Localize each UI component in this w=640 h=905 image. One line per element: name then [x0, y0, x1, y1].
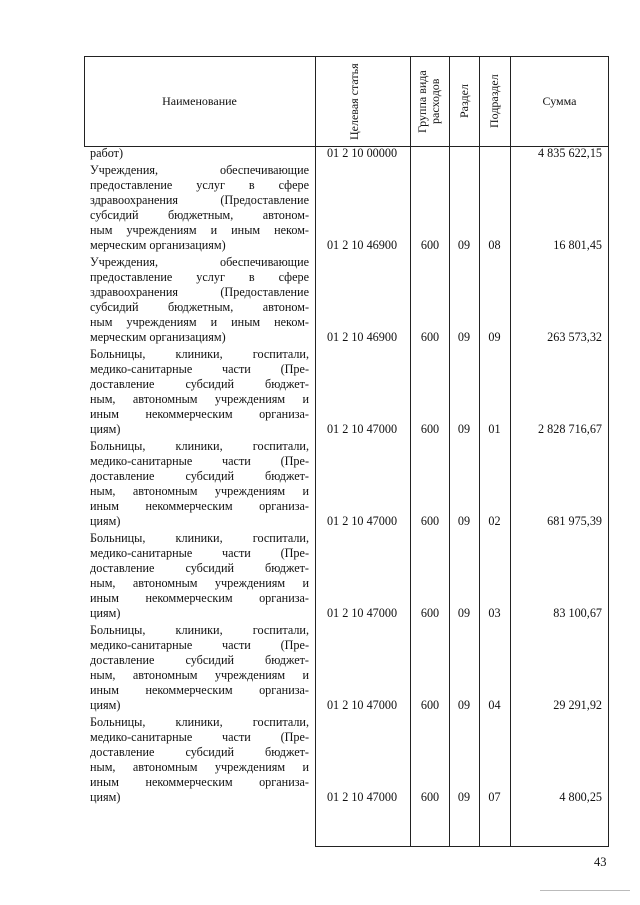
row-name-line: предоставление услуг в сфере [90, 178, 309, 192]
row-name [90, 623, 309, 713]
row-subsection: 04 [488, 698, 501, 712]
row-name-line: медико-санитарные части (Пре- [90, 546, 309, 560]
col-divider-group [449, 56, 450, 847]
row-section: 09 [457, 606, 471, 620]
header-group: Группа вида расходов [415, 70, 442, 133]
row-section: 09 [457, 330, 471, 344]
row-name-line: циям) [90, 422, 121, 436]
row-name-line: медико-санитарные части (Пре- [90, 730, 309, 744]
row-name-line: доставление субсидий бюджет- [90, 653, 309, 667]
row-name-line: Больницы, клиники, госпитали, [90, 531, 309, 545]
row-name-line: иным некоммерческим организа- [90, 591, 309, 605]
row-code: 01 2 10 46900 [326, 330, 398, 344]
row-name-line: доставление субсидий бюджет- [90, 469, 309, 483]
row-name-line: ным, автономным учреждениям и [90, 484, 309, 498]
row-name [90, 255, 309, 345]
row-group: 600 [420, 422, 440, 436]
col-divider-code [410, 56, 411, 847]
header-sum: Сумма [542, 94, 577, 108]
row-name-line: доставление субсидий бюджет- [90, 377, 309, 391]
row-name-line: ным учреждениям и иным неком- [90, 315, 309, 329]
row-name-line: Больницы, клиники, госпитали, [90, 347, 309, 361]
row-group: 600 [420, 790, 440, 804]
row-subsection: 09 [488, 330, 501, 344]
row-name-line: Больницы, клиники, госпитали, [90, 623, 309, 637]
row-code: 01 2 10 47000 [326, 606, 398, 620]
row-sum: 681 975,39 [547, 514, 602, 528]
row-name [90, 347, 309, 437]
header-name: Наименование [162, 94, 237, 108]
row-sum: 2 828 716,67 [538, 422, 602, 436]
row-subsection: 01 [488, 422, 501, 436]
row-name-line: ным, автономным учреждениям и [90, 392, 309, 406]
row-code: 01 2 10 46900 [326, 238, 398, 252]
row-name-line: мерческим организациям) [90, 330, 226, 344]
header-subsection: Подраздел [487, 74, 501, 129]
row-name-line: циям) [90, 514, 121, 528]
row-code: 01 2 10 47000 [326, 790, 398, 804]
row-name-line: субсидий бюджетным, автоном- [90, 208, 309, 222]
row-name [90, 531, 309, 621]
row-name-line: медико-санитарные части (Пре- [90, 638, 309, 652]
row-section: 09 [457, 790, 471, 804]
header-section: Раздел [456, 84, 471, 119]
row-subsection: 03 [488, 606, 501, 620]
table-bottom-border [315, 846, 609, 847]
row-sum: 29 291,92 [553, 698, 602, 712]
row-name-line: ным учреждениям и иным неком- [90, 223, 309, 237]
row-name [90, 715, 309, 805]
row-name-line: иным некоммерческим организа- [90, 407, 309, 421]
row-group: 600 [420, 698, 440, 712]
row-subsection: 07 [488, 790, 501, 804]
row-group: 600 [420, 606, 440, 620]
row-name-line: медико-санитарные части (Пре- [90, 362, 309, 376]
row-name-line: предоставление услуг в сфере [90, 270, 309, 284]
row-name-line: мерческим организациям) [90, 238, 226, 252]
row-name-line: ным, автономным учреждениям и [90, 668, 309, 682]
row-code: 01 2 10 47000 [326, 514, 398, 528]
row-name-line: циям) [90, 606, 121, 620]
footer-rule [540, 890, 630, 891]
row-group: 600 [420, 238, 440, 252]
row-name-line: иным некоммерческим организа- [90, 683, 309, 697]
row-name-line: медико-санитарные части (Пре- [90, 454, 309, 468]
row-name-line: иным некоммерческим организа- [90, 499, 309, 513]
row-sum: 16 801,45 [553, 238, 602, 252]
row-sum: 4 835 622,15 [538, 146, 602, 160]
row-name-line: Учреждения, обеспечивающие [90, 163, 309, 177]
row-name [90, 439, 309, 529]
row-section: 09 [457, 422, 471, 436]
table-right-border [608, 56, 609, 847]
col-divider-section [479, 56, 480, 847]
row-name-line: работ) [90, 146, 124, 160]
row-name-line: субсидий бюджетным, автоном- [90, 300, 309, 314]
row-group: 600 [420, 514, 440, 528]
row-name [90, 163, 309, 253]
row-section: 09 [457, 514, 471, 528]
row-name-line: доставление субсидий бюджет- [90, 561, 309, 575]
row-subsection: 02 [488, 514, 501, 528]
row-name-line: доставление субсидий бюджет- [90, 745, 309, 759]
row-name-line: ным, автономным учреждениям и [90, 576, 309, 590]
row-name-line: циям) [90, 698, 121, 712]
row-sum: 83 100,67 [553, 606, 602, 620]
row-section: 09 [457, 238, 471, 252]
row-name-line: Больницы, клиники, госпитали, [90, 439, 309, 453]
row-code: 01 2 10 00000 [326, 146, 398, 160]
row-name-line: иным некоммерческим организа- [90, 775, 309, 789]
header-target: Целевая статья [347, 63, 361, 140]
row-code: 01 2 10 47000 [326, 698, 398, 712]
page-number: 43 [594, 855, 607, 869]
row-name-line: здравоохранения (Предоставление [90, 285, 309, 299]
row-group: 600 [420, 330, 440, 344]
row-name-line: Учреждения, обеспечивающие [90, 255, 309, 269]
col-divider-name [315, 56, 316, 847]
row-name-line: здравоохранения (Предоставление [90, 193, 309, 207]
row-name-line: Больницы, клиники, госпитали, [90, 715, 309, 729]
row-sum: 4 800,25 [559, 790, 602, 804]
row-sum: 263 573,32 [547, 330, 602, 344]
row-name [90, 146, 309, 161]
row-section: 09 [457, 698, 471, 712]
row-subsection: 08 [488, 238, 501, 252]
col-divider-subsection [510, 56, 511, 847]
row-name-line: циям) [90, 790, 121, 804]
row-name-line: ным, автономным учреждениям и [90, 760, 309, 774]
row-code: 01 2 10 47000 [326, 422, 398, 436]
